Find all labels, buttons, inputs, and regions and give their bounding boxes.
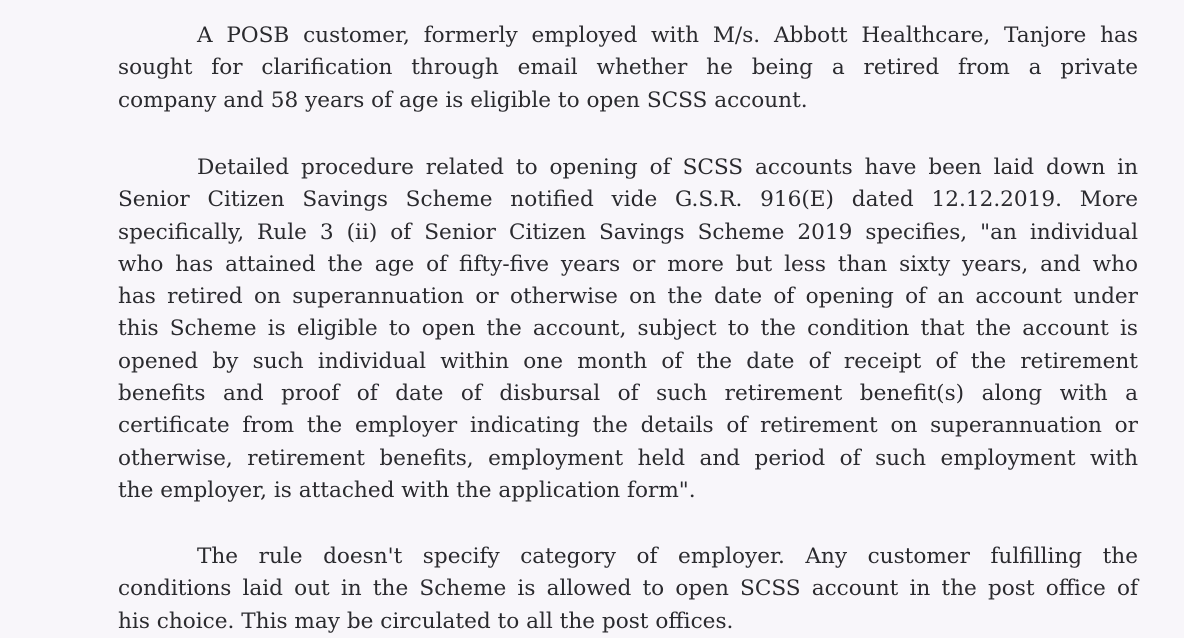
text-line: opened by such individual within one month of the date of receipt of the retirement bbox=[118, 348, 1138, 374]
text-line: Detailed procedure related to opening of SCSS accounts have been laid down in bbox=[197, 155, 1138, 180]
text-line: has retired on superannuation or otherwise on the date of opening of an account under bbox=[118, 284, 1138, 310]
text-line: company and 58 years of age is eligible to open SCSS account. bbox=[118, 87, 808, 113]
text-line: sought for clarification through email whether he being a retired from a private bbox=[118, 55, 1138, 81]
paragraph-procedure bbox=[39, 152, 1138, 507]
text-line: otherwise, retirement benefits, employment held and period of such employment with bbox=[118, 445, 1138, 471]
text-line: Senior Citizen Savings Scheme notified vide G.S.R. 916(E) dated 12.12.2019. More bbox=[118, 187, 1138, 213]
text-line: this Scheme is eligible to open the account, subject to the condition that the account is bbox=[118, 316, 1138, 342]
text-line: conditions laid out in the Scheme is allowed to open SCSS account in the post office of bbox=[118, 576, 1138, 602]
text-line: The rule doesn't specify category of employer. Any customer fulfilling the bbox=[197, 544, 1138, 569]
paragraph-conclusion bbox=[39, 541, 1138, 638]
text-line: the employer, is attached with the application form". bbox=[118, 477, 696, 503]
text-line: benefits and proof of date of disbursal of such retirement benefit(s) along with a bbox=[118, 381, 1138, 407]
text-line: certificate from the employer indicating the details of retirement on superannuation or bbox=[118, 413, 1138, 439]
text-line: A POSB customer, formerly employed with M/s. Abbott Healthcare, Tanjore has bbox=[197, 23, 1138, 48]
text-line: his choice. This may be circulated to all the post offices. bbox=[118, 608, 734, 634]
paragraph-inquiry bbox=[39, 20, 1138, 117]
text-line: who has attained the age of fifty-five years or more but less than sixty years, and who bbox=[118, 251, 1138, 277]
text-line: specifically, Rule 3 (ii) of Senior Citizen Savings Scheme 2019 specifies, "an individual bbox=[118, 219, 1138, 245]
